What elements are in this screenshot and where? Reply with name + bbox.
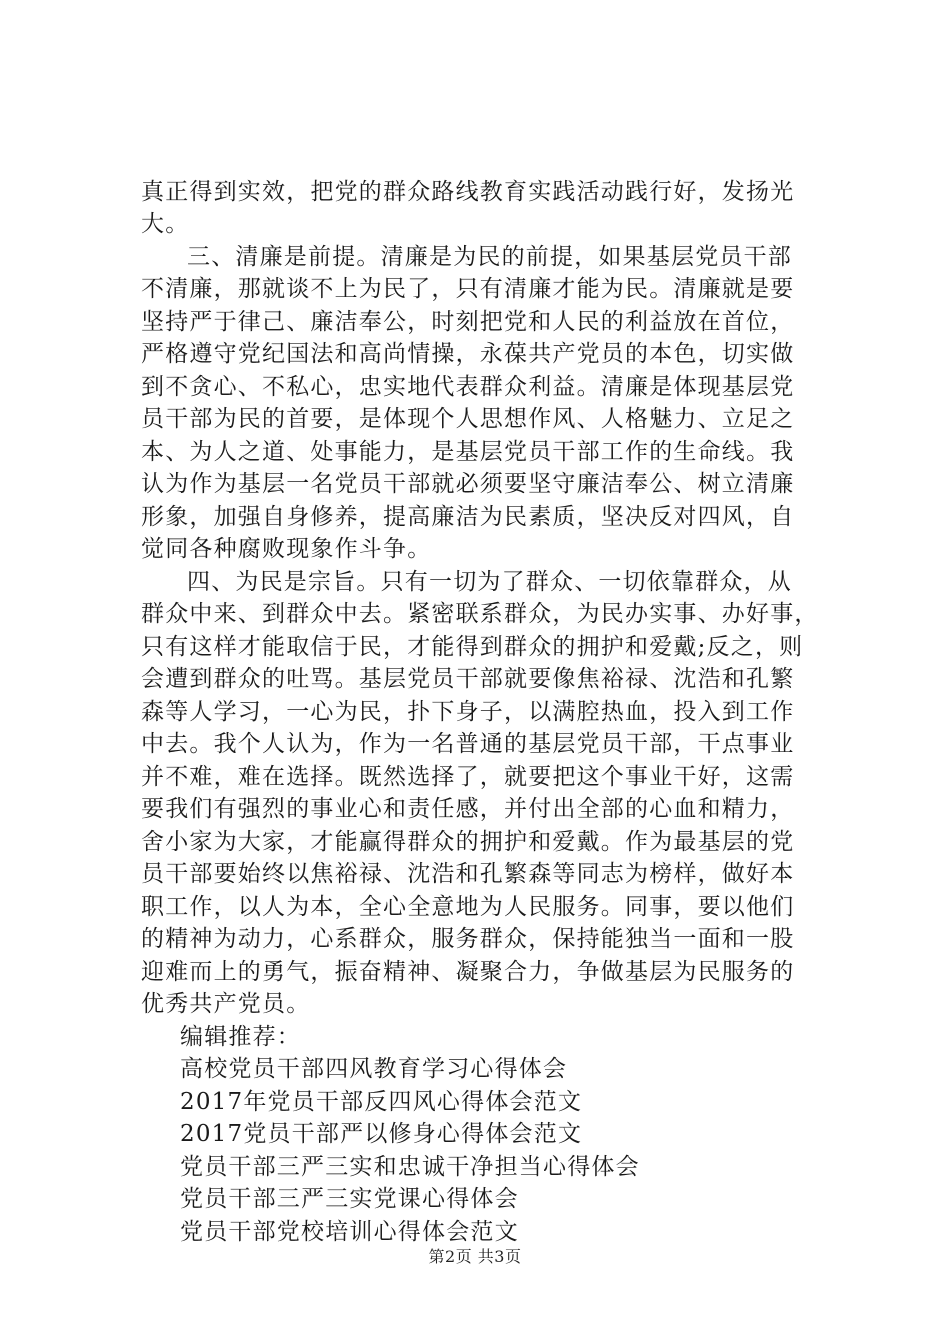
text-line: 员干部为民的首要，是体现个人思想作风、人格魅力、立足之 xyxy=(141,406,795,432)
recommend-link[interactable]: 党员干部三严三实党课心得体会 xyxy=(180,1186,519,1212)
text-line: 中去。我个人认为，作为一名普通的基层党员干部，干点事业 xyxy=(141,731,795,757)
recommend-heading: 编辑推荐： xyxy=(180,1024,301,1050)
text-line: 只有这样才能取信于民，才能得到群众的拥护和爱戴;反之，则 xyxy=(141,634,804,660)
recommend-link[interactable]: 2017年党员干部反四风心得体会范文 xyxy=(180,1089,583,1115)
recommend-link[interactable]: 党员干部党校培训心得体会范文 xyxy=(180,1219,519,1245)
text-line: 不清廉，那就谈不上为民了，只有清廉才能为民。清廉就是要 xyxy=(141,276,795,302)
recommend-link[interactable]: 党员干部三严三实和忠诚干净担当心得体会 xyxy=(180,1154,640,1180)
text-line: 的精神为动力，心系群众，服务群众，保持能独当一面和一股 xyxy=(141,926,795,952)
text-line: 群众中来、到群众中去。紧密联系群众，为民办实事、办好事， xyxy=(141,601,819,627)
text-line: 并不难，难在选择。既然选择了，就要把这个事业干好，这需 xyxy=(141,764,795,790)
text-line: 形象，加强自身修养，提高廉洁为民素质，坚决反对四风，自 xyxy=(141,504,795,530)
text-line: 坚持严于律己、廉洁奉公，时刻把党和人民的利益放在首位， xyxy=(141,309,795,335)
text-line: 迎难而上的勇气，振奋精神、凝聚合力，争做基层为民服务的 xyxy=(141,959,795,985)
text-line: 森等人学习，一心为民，扑下身子，以满腔热血，投入到工作 xyxy=(141,699,795,725)
text-line: 员干部要始终以焦裕禄、沈浩和孔繁森等同志为榜样，做好本 xyxy=(141,861,795,887)
recommend-link[interactable]: 高校党员干部四风教育学习心得体会 xyxy=(180,1056,568,1082)
text-line: 要我们有强烈的事业心和责任感，并付出全部的心血和精力， xyxy=(141,796,795,822)
text-line: 优秀共产党员。 xyxy=(141,991,311,1017)
text-line: 真正得到实效，把党的群众路线教育实践活动践行好，发扬光 xyxy=(141,179,795,205)
text-line: 会遭到群众的吐骂。基层党员干部就要像焦裕禄、沈浩和孔繁 xyxy=(141,666,795,692)
text-line: 本、为人之道、处事能力，是基层党员干部工作的生命线。我 xyxy=(141,439,795,465)
text-line: 严格遵守党纪国法和高尚情操，永葆共产党员的本色，切实做 xyxy=(141,341,795,367)
page-number-footer: 第2页 共3页 xyxy=(428,1247,522,1266)
text-line: 舍小家为大家，才能赢得群众的拥护和爱戴。作为最基层的党 xyxy=(141,829,795,855)
text-line: 到不贪心、不私心，忠实地代表群众利益。清廉是体现基层党 xyxy=(141,374,795,400)
recommend-link[interactable]: 2017党员干部严以修身心得体会范文 xyxy=(180,1121,583,1147)
text-line: 大。 xyxy=(141,211,190,237)
paragraph-four-first-line: 四、为民是宗旨。只有一切为了群众、一切依靠群众，从 xyxy=(187,569,792,595)
paragraph-three-first-line: 三、清廉是前提。清廉是为民的前提，如果基层党员干部 xyxy=(187,244,792,270)
text-line: 认为作为基层一名党员干部就必须要坚守廉洁奉公、树立清廉 xyxy=(141,471,795,497)
text-line: 觉同各种腐败现象作斗争。 xyxy=(141,536,432,562)
text-line: 职工作，以人为本，全心全意地为人民服务。同事，要以他们 xyxy=(141,894,795,920)
